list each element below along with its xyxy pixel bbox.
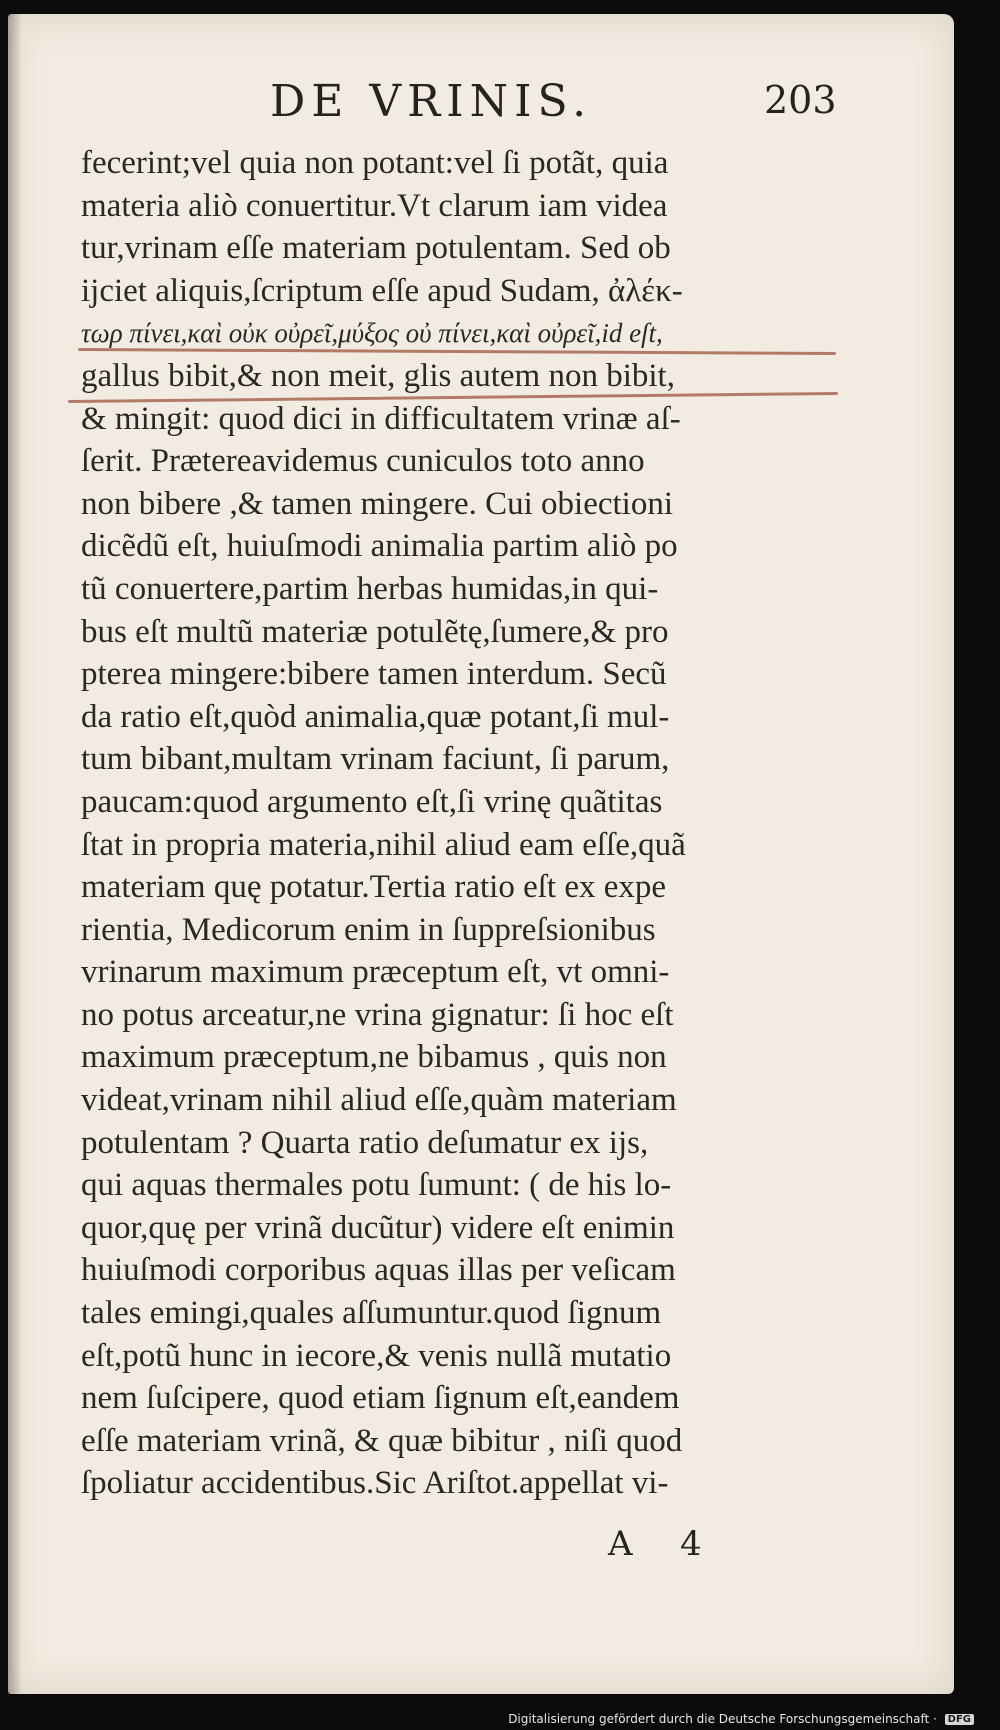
book-page xyxy=(8,14,954,1694)
page-spine-shadow xyxy=(8,14,22,1694)
text-line: ijciet aliquis,ſcriptum eſſe apud Sudam, ἀλέκ- xyxy=(81,272,683,309)
credit-text: Digitalisierung gefördert durch die Deutsche Forschungsgemeinschaft · xyxy=(508,1712,937,1726)
text-line: eſſe materiam vrinã, & quæ bibitur , niſi quod xyxy=(81,1422,683,1459)
text-line: paucam:quod argumento eſt,ſi vrinę quãtitas xyxy=(81,783,663,820)
text-line: non bibere ,& tamen mingere. Cui obiectioni xyxy=(81,485,674,522)
page-header xyxy=(8,76,954,136)
running-title: DE VRINIS. xyxy=(270,76,593,127)
text-line-greek: τωρ πίνει,καὶ οὐκ οὐρεῖ,μύξος οὐ πίνει,καὶ οὐρεῖ,id eſt, xyxy=(81,318,663,349)
text-line: tur,vrinam eſſe materiam potulentam. Sed ob xyxy=(81,230,671,267)
text-line: ſerit. Prætereavidemus cuniculos toto anno xyxy=(81,443,645,480)
dfg-logo-icon: DFG xyxy=(945,1714,974,1725)
text-line: dicẽdũ eſt, huiuſmodi animalia partim aliò po xyxy=(81,528,678,565)
text-line: nem ſuſcipere, quod etiam ſignum eſt,eandem xyxy=(81,1380,680,1417)
text-line: bus eſt multũ materiæ potulẽtę,ſumere,& pro xyxy=(81,613,669,650)
text-line: & mingit: quod dici in difficultatem vrinæ aſ- xyxy=(81,400,681,437)
text-line: ſtat in propria materia,nihil aliud eam eſſe,quã xyxy=(81,826,686,863)
text-line: pterea mingere:bibere tamen interdum. Secũ xyxy=(81,656,667,693)
signature-mark: A xyxy=(608,1524,633,1564)
text-line: rientia, Medicorum enim in ſuppreſsionibus xyxy=(81,911,656,948)
text-line: da ratio eſt,quòd animalia,quæ potant,ſi mul- xyxy=(81,698,670,735)
text-line: qui aquas thermales potu ſumunt: ( de his lo- xyxy=(81,1167,672,1204)
signature-number: 4 xyxy=(680,1524,702,1564)
text-line: fecerint;vel quia non potant:vel ſi potãt, quia xyxy=(81,145,669,181)
text-line: ſpoliatur accidentibus.Sic Ariſtot.appellat vi- xyxy=(81,1465,669,1502)
text-line: no potus arceatur,ne vrina gignatur: ſi hoc eſt xyxy=(81,996,674,1033)
main-text xyxy=(81,142,819,1505)
page-number: 203 xyxy=(764,78,837,122)
text-line: huiuſmodi corporibus aquas illas per veſicam xyxy=(81,1252,676,1289)
text-line: potulentam ? Quarta ratio deſumatur ex ijs, xyxy=(81,1124,649,1161)
text-line: materia aliò conuertitur.Vt clarum iam videa xyxy=(81,187,668,224)
page-footer xyxy=(8,1524,954,1574)
text-line: tum bibant,multam vrinam faciunt, ſi parum, xyxy=(81,741,670,778)
text-line: maximum præceptum,ne bibamus , quis non xyxy=(81,1039,667,1076)
text-line: vrinarum maximum præceptum eſt, vt omni- xyxy=(81,954,670,991)
text-line: tales emingi,quales aſſumuntur.quod ſignum xyxy=(81,1295,662,1332)
text-line: tũ conuertere,partim herbas humidas,in qui- xyxy=(81,570,659,607)
text-line: eſt,potũ hunc in iecore,& venis nullã mutatio xyxy=(81,1337,672,1374)
digitization-credit xyxy=(508,1712,974,1726)
text-line: quor,quę per vrinã ducũtur) videre eſt enimin xyxy=(81,1209,675,1246)
text-line: videat,vrinam nihil aliud eſſe,quàm materiam xyxy=(81,1082,677,1119)
text-line: materiam quę potatur.Tertia ratio eſt ex expe xyxy=(81,869,667,906)
text-line: gallus bibit,& non meit, glis autem non bibit, xyxy=(81,357,675,394)
